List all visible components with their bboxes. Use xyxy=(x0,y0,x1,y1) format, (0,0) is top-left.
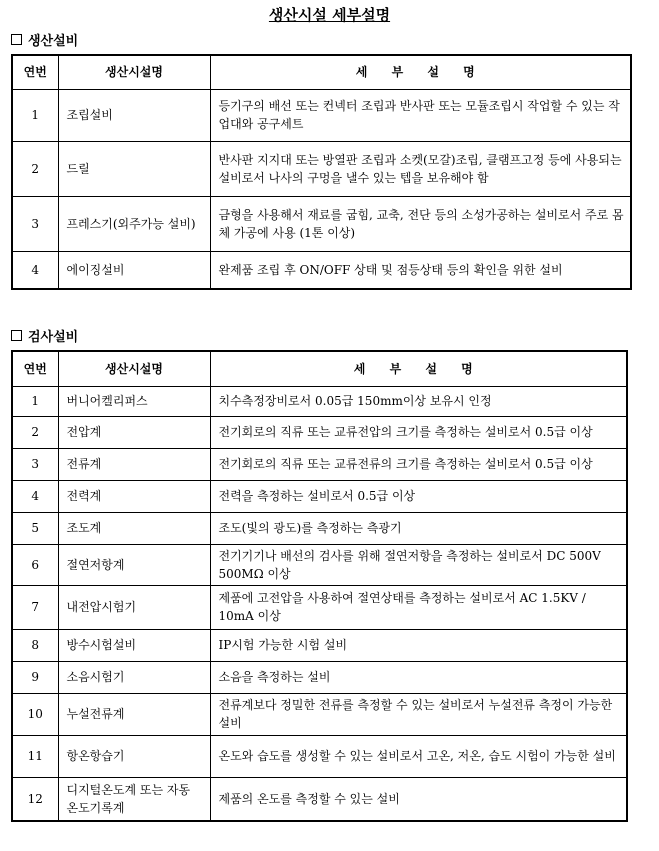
row-desc: 전기회로의 직류 또는 교류전류의 크기를 측정하는 설비로서 0.5급 이상 xyxy=(210,448,627,480)
row-desc: 소음을 측정하는 설비 xyxy=(210,661,627,693)
row-name: 프레스기(외주가능 설비) xyxy=(58,196,210,251)
section-heading-production xyxy=(11,30,78,49)
row-name: 항온항습기 xyxy=(58,735,210,777)
row-desc: 치수측정장비로서 0.05급 150mm이상 보유시 인정 xyxy=(210,386,627,416)
row-no: 3 xyxy=(12,196,58,251)
row-desc: 등기구의 배선 또는 컨넥터 조립과 반사판 또는 모듈조립시 작업할 수 있는 작업대와 공구세트 xyxy=(210,89,631,141)
row-desc: 제품의 온도를 측정할 수 있는 설비 xyxy=(210,777,627,821)
inspection-equipment-table xyxy=(11,350,628,822)
table-row xyxy=(12,629,627,661)
row-desc: 전류계보다 정밀한 전류를 측정할 수 있는 설비로서 누설전류 측정이 가능한 설비 xyxy=(210,693,627,735)
row-no: 1 xyxy=(12,89,58,141)
row-desc: 제품에 고전압을 사용하여 절연상태를 측정하는 설비로서 AC 1.5KV / 10mA 이상 xyxy=(210,585,627,629)
table-row xyxy=(12,480,627,512)
checkbox-icon xyxy=(11,34,22,45)
row-name: 조립설비 xyxy=(58,89,210,141)
row-no: 2 xyxy=(12,141,58,196)
row-no: 10 xyxy=(12,693,58,735)
row-name: 에이징설비 xyxy=(58,251,210,289)
row-name: 내전압시험기 xyxy=(58,585,210,629)
row-name: 방수시험설비 xyxy=(58,629,210,661)
row-name: 디지털온도계 또는 자동 온도기록계 xyxy=(58,777,210,821)
row-name: 버니어켈리퍼스 xyxy=(58,386,210,416)
production-equipment-table xyxy=(11,54,632,290)
document-title: 생산시설 세부설명 xyxy=(268,6,391,24)
table-header-row xyxy=(12,351,627,386)
row-no: 6 xyxy=(12,544,58,585)
row-name: 전력계 xyxy=(58,480,210,512)
header-no: 연번 xyxy=(12,351,58,386)
header-no: 연번 xyxy=(12,55,58,89)
header-desc: 세 부 설 명 xyxy=(210,351,627,386)
section-heading-label: 검사설비 xyxy=(28,330,79,345)
table-row xyxy=(12,585,627,629)
table-row xyxy=(12,512,627,544)
row-name: 드릴 xyxy=(58,141,210,196)
table-row xyxy=(12,544,627,585)
table-header-row xyxy=(12,55,631,89)
row-desc: 온도와 습도를 생성할 수 있는 설비로서 고온, 저온, 습도 시험이 가능한 설비 xyxy=(210,735,627,777)
row-desc: 완제품 조립 후 ON/OFF 상태 및 점등상태 등의 확인을 위한 설비 xyxy=(210,251,631,289)
row-desc: 전기기기나 배선의 검사를 위해 절연저항을 측정하는 설비로서 DC 500V 500MΩ 이상 xyxy=(210,544,627,585)
row-name: 전압계 xyxy=(58,416,210,448)
table-row xyxy=(12,416,627,448)
row-no: 8 xyxy=(12,629,58,661)
row-no: 12 xyxy=(12,777,58,821)
row-name: 누설전류계 xyxy=(58,693,210,735)
row-no: 4 xyxy=(12,251,58,289)
table-row xyxy=(12,89,631,141)
row-no: 2 xyxy=(12,416,58,448)
row-desc: 조도(빛의 광도)를 측정하는 측광기 xyxy=(210,512,627,544)
row-no: 5 xyxy=(12,512,58,544)
header-desc: 세 부 설 명 xyxy=(210,55,631,89)
row-desc: 반사판 지지대 또는 방열판 조립과 소켓(모갈)조립, 클램프고정 등에 사용되는 설비로서 나사의 구멍을 낼수 있는 텝을 보유해야 함 xyxy=(210,141,631,196)
table-row xyxy=(12,661,627,693)
table-row xyxy=(12,448,627,480)
row-no: 4 xyxy=(12,480,58,512)
row-name: 절연저항계 xyxy=(58,544,210,585)
section-heading-label: 생산설비 xyxy=(28,34,79,49)
table-row xyxy=(12,251,631,289)
table-row xyxy=(12,386,627,416)
table-row xyxy=(12,735,627,777)
header-name: 생산시설명 xyxy=(58,351,210,386)
row-no: 1 xyxy=(12,386,58,416)
header-name: 생산시설명 xyxy=(58,55,210,89)
table-row xyxy=(12,141,631,196)
table-row xyxy=(12,777,627,821)
row-no: 3 xyxy=(12,448,58,480)
row-no: 9 xyxy=(12,661,58,693)
table-row xyxy=(12,196,631,251)
row-desc: 전기회로의 직류 또는 교류전압의 크기를 측정하는 설비로서 0.5급 이상 xyxy=(210,416,627,448)
row-desc: IP시험 가능한 시험 설비 xyxy=(210,629,627,661)
row-name: 조도계 xyxy=(58,512,210,544)
row-no: 11 xyxy=(12,735,58,777)
row-name: 소음시험기 xyxy=(58,661,210,693)
row-desc: 전력을 측정하는 설비로서 0.5급 이상 xyxy=(210,480,627,512)
table-row xyxy=(12,693,627,735)
section-heading-inspection xyxy=(11,326,78,345)
row-desc: 금형을 사용해서 재료를 굽힘, 교축, 전단 등의 소성가공하는 설비로서 주로 몸체 가공에 사용 (1톤 이상) xyxy=(210,196,631,251)
row-name: 전류계 xyxy=(58,448,210,480)
checkbox-icon xyxy=(11,330,22,341)
row-no: 7 xyxy=(12,585,58,629)
